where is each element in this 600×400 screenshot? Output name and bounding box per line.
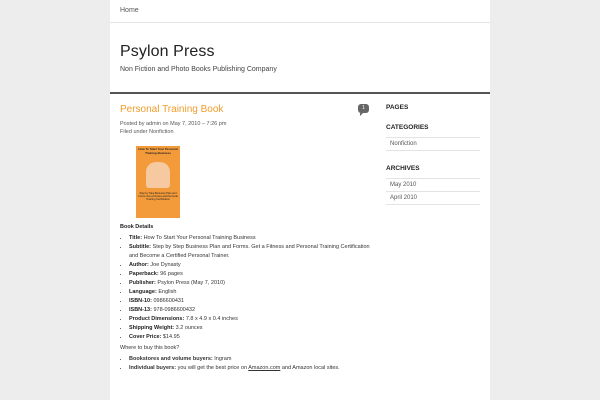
detail-item: • Cover Price: $14.95 [129, 333, 370, 342]
site-description: Non Fiction and Photo Books Publishing Company [120, 66, 277, 73]
archive-item-may-2010[interactable]: May 2010 [386, 178, 480, 191]
buy-list [120, 355, 370, 373]
archives-list [386, 178, 480, 205]
post-meta-filed: Filed under Nonfiction [120, 129, 174, 135]
detail-item: • ISBN-13: 978-0986600432 [129, 306, 370, 315]
detail-item: • Publisher: Psylon Press (May 7, 2010) [129, 279, 370, 288]
post-meta [120, 120, 370, 136]
categories-widget [386, 124, 480, 151]
archive-item-april-2010[interactable]: April 2010 [386, 191, 480, 205]
header-divider [110, 92, 490, 94]
categories-title: CATEGORIES [386, 124, 429, 131]
top-navigation [110, 0, 490, 23]
book-cover-image[interactable] [136, 146, 180, 218]
where-to-buy-text: Where to buy this book? [120, 345, 180, 351]
detail-item: • Title: How To Start Your Personal Training Business [129, 234, 370, 243]
detail-item: • Author: Joe Dynasty [129, 261, 370, 270]
buy-item: • Individual buyers: you will get the best price on Amazon.com and Amazon local sites. [129, 364, 370, 373]
main-content [120, 104, 370, 373]
detail-item: • Subtitle: Step by Step Business Plan and Forms. Get a Fitness and Personal Training Certification and Become a Certified Personal Trainer. [129, 243, 370, 261]
nav-home-link[interactable]: Home [120, 7, 139, 14]
cover-title: How To Start Your Personal Training Business [138, 147, 178, 155]
book-details-list [120, 234, 370, 342]
archives-widget [386, 165, 480, 205]
sidebar [386, 104, 480, 219]
post-header [120, 104, 370, 115]
detail-item: • Product Dimensions: 7.8 x 4.9 x 0.4 inches [129, 315, 370, 324]
post-meta-posted: Posted by admin on May 7, 2010 – 7:26 pm [120, 121, 227, 127]
detail-item: • Shipping Weight: 3.2 ounces [129, 324, 370, 333]
post-title[interactable]: Personal Training Book [120, 104, 224, 115]
archives-title: ARCHIVES [386, 165, 420, 172]
pages-title: PAGES [386, 104, 409, 111]
detail-item: • Paperback: 96 pages [129, 270, 370, 279]
category-item-nonfiction[interactable]: Nonfiction [386, 137, 480, 151]
cover-person-image [146, 162, 170, 188]
detail-item: • Language: English [129, 288, 370, 297]
categories-list [386, 137, 480, 151]
site-header [110, 23, 490, 110]
amazon-link[interactable]: Amazon.com [248, 365, 281, 371]
page [110, 0, 490, 400]
buy-item: • Bookstores and volume buyers: Ingram [129, 355, 370, 364]
comment-count-icon[interactable]: 1 [358, 104, 369, 113]
site-title[interactable]: Psylon Press [120, 43, 215, 60]
pages-widget [386, 104, 480, 114]
book-details-heading: Book Details [120, 224, 154, 230]
cover-subtitle: Step by Step Business Plan and Forms Get a Fitness and Personal Training Certification [138, 192, 178, 202]
detail-item: • ISBN-10: 0986600431 [129, 297, 370, 306]
